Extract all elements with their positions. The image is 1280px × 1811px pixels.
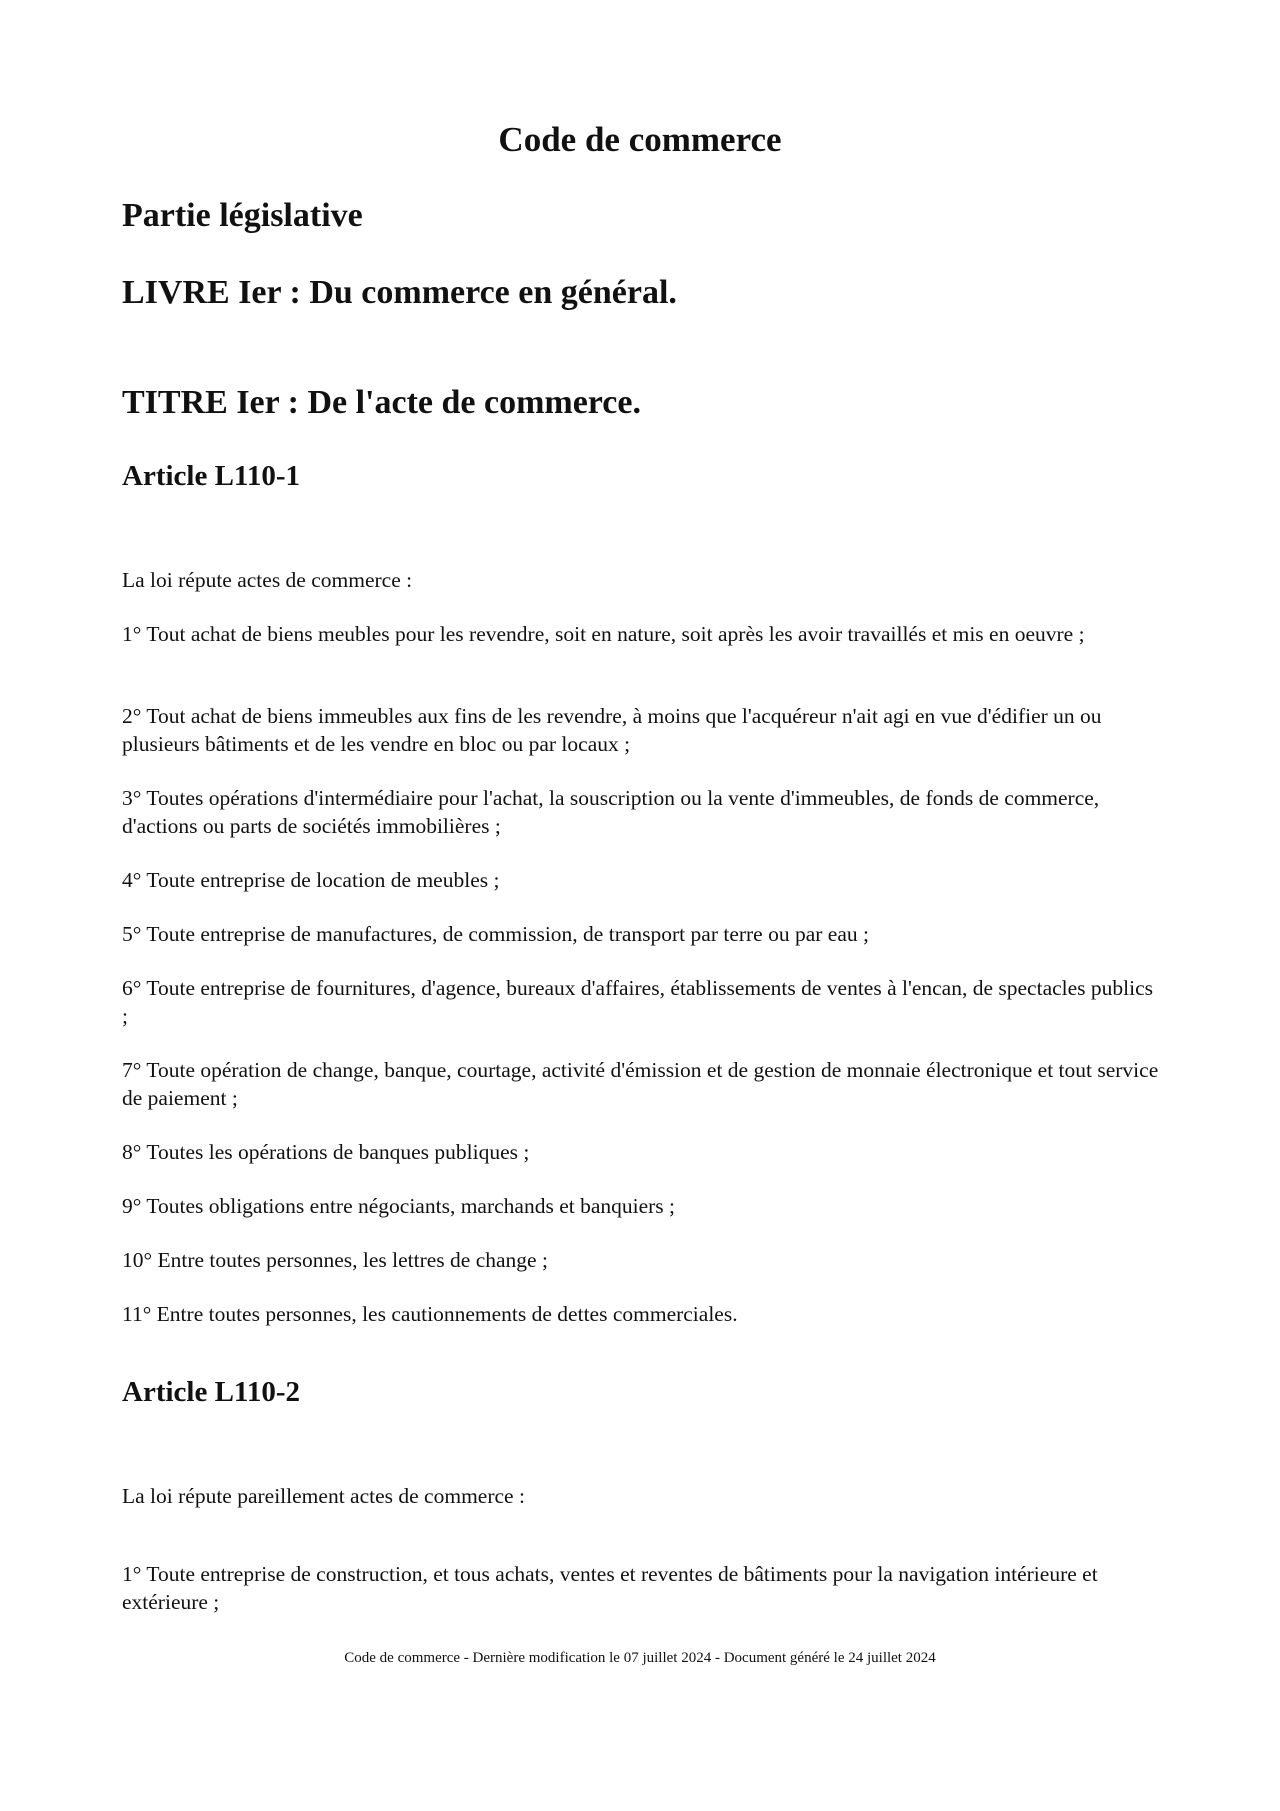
titre-heading: TITRE Ier : De l'acte de commerce.	[122, 384, 641, 421]
article-l110-1-item-2: 2° Tout achat de biens immeubles aux fins de les revendre, à moins que l'acquéreur n'ait agi en vue d'édifier un ou plusieurs bâtiments et de les vendre en bloc ou par locaux ;	[122, 704, 1102, 756]
article-l110-2-heading: Article L110-2	[122, 1376, 300, 1408]
partie-heading: Partie législative	[122, 197, 363, 234]
article-l110-1-item-11: 11° Entre toutes personnes, les cautionnements de dettes commerciales.	[122, 1302, 738, 1326]
page-footer: Code de commerce - Dernière modification le 07 juillet 2024 - Document généré le 24 juillet 2024	[344, 1650, 936, 1666]
article-l110-1-heading: Article L110-1	[122, 460, 300, 492]
article-l110-1-item-8: 8° Toutes les opérations de banques publiques ;	[122, 1140, 530, 1164]
article-l110-1-item-10: 10° Entre toutes personnes, les lettres de change ;	[122, 1248, 548, 1272]
article-l110-2-intro: La loi répute pareillement actes de commerce :	[122, 1484, 525, 1508]
article-l110-2-item-1: 1° Toute entreprise de construction, et tous achats, ventes et reventes de bâtiments pour la navigation intérieure et extérieure ;	[122, 1562, 1098, 1614]
article-l110-1-item-5: 5° Toute entreprise de manufactures, de commission, de transport par terre ou par eau ;	[122, 922, 869, 946]
document-title: Code de commerce	[498, 120, 782, 159]
article-l110-1-item-9: 9° Toutes obligations entre négociants, marchands et banquiers ;	[122, 1194, 676, 1218]
article-l110-1-item-3: 3° Toutes opérations d'intermédiaire pour l'achat, la souscription ou la vente d'immeubles, de fonds de commerce, d'actions ou parts de sociétés immobilières ;	[122, 786, 1100, 838]
article-l110-1-item-7: 7° Toute opération de change, banque, courtage, activité d'émission et de gestion de monnaie électronique et tout service de paiement ;	[122, 1058, 1159, 1110]
article-l110-1-intro: La loi répute actes de commerce :	[122, 568, 413, 592]
article-l110-1-item-6: 6° Toute entreprise de fournitures, d'agence, bureaux d'affaires, établissements de ventes à l'encan, de spectacles publics ;	[122, 976, 1154, 1028]
article-l110-1-item-4: 4° Toute entreprise de location de meubles ;	[122, 868, 500, 892]
livre-heading: LIVRE Ier : Du commerce en général.	[122, 274, 677, 311]
article-l110-1-item-1: 1° Tout achat de biens meubles pour les revendre, soit en nature, soit après les avoir travaillés et mis en oeuvre ;	[122, 622, 1085, 646]
